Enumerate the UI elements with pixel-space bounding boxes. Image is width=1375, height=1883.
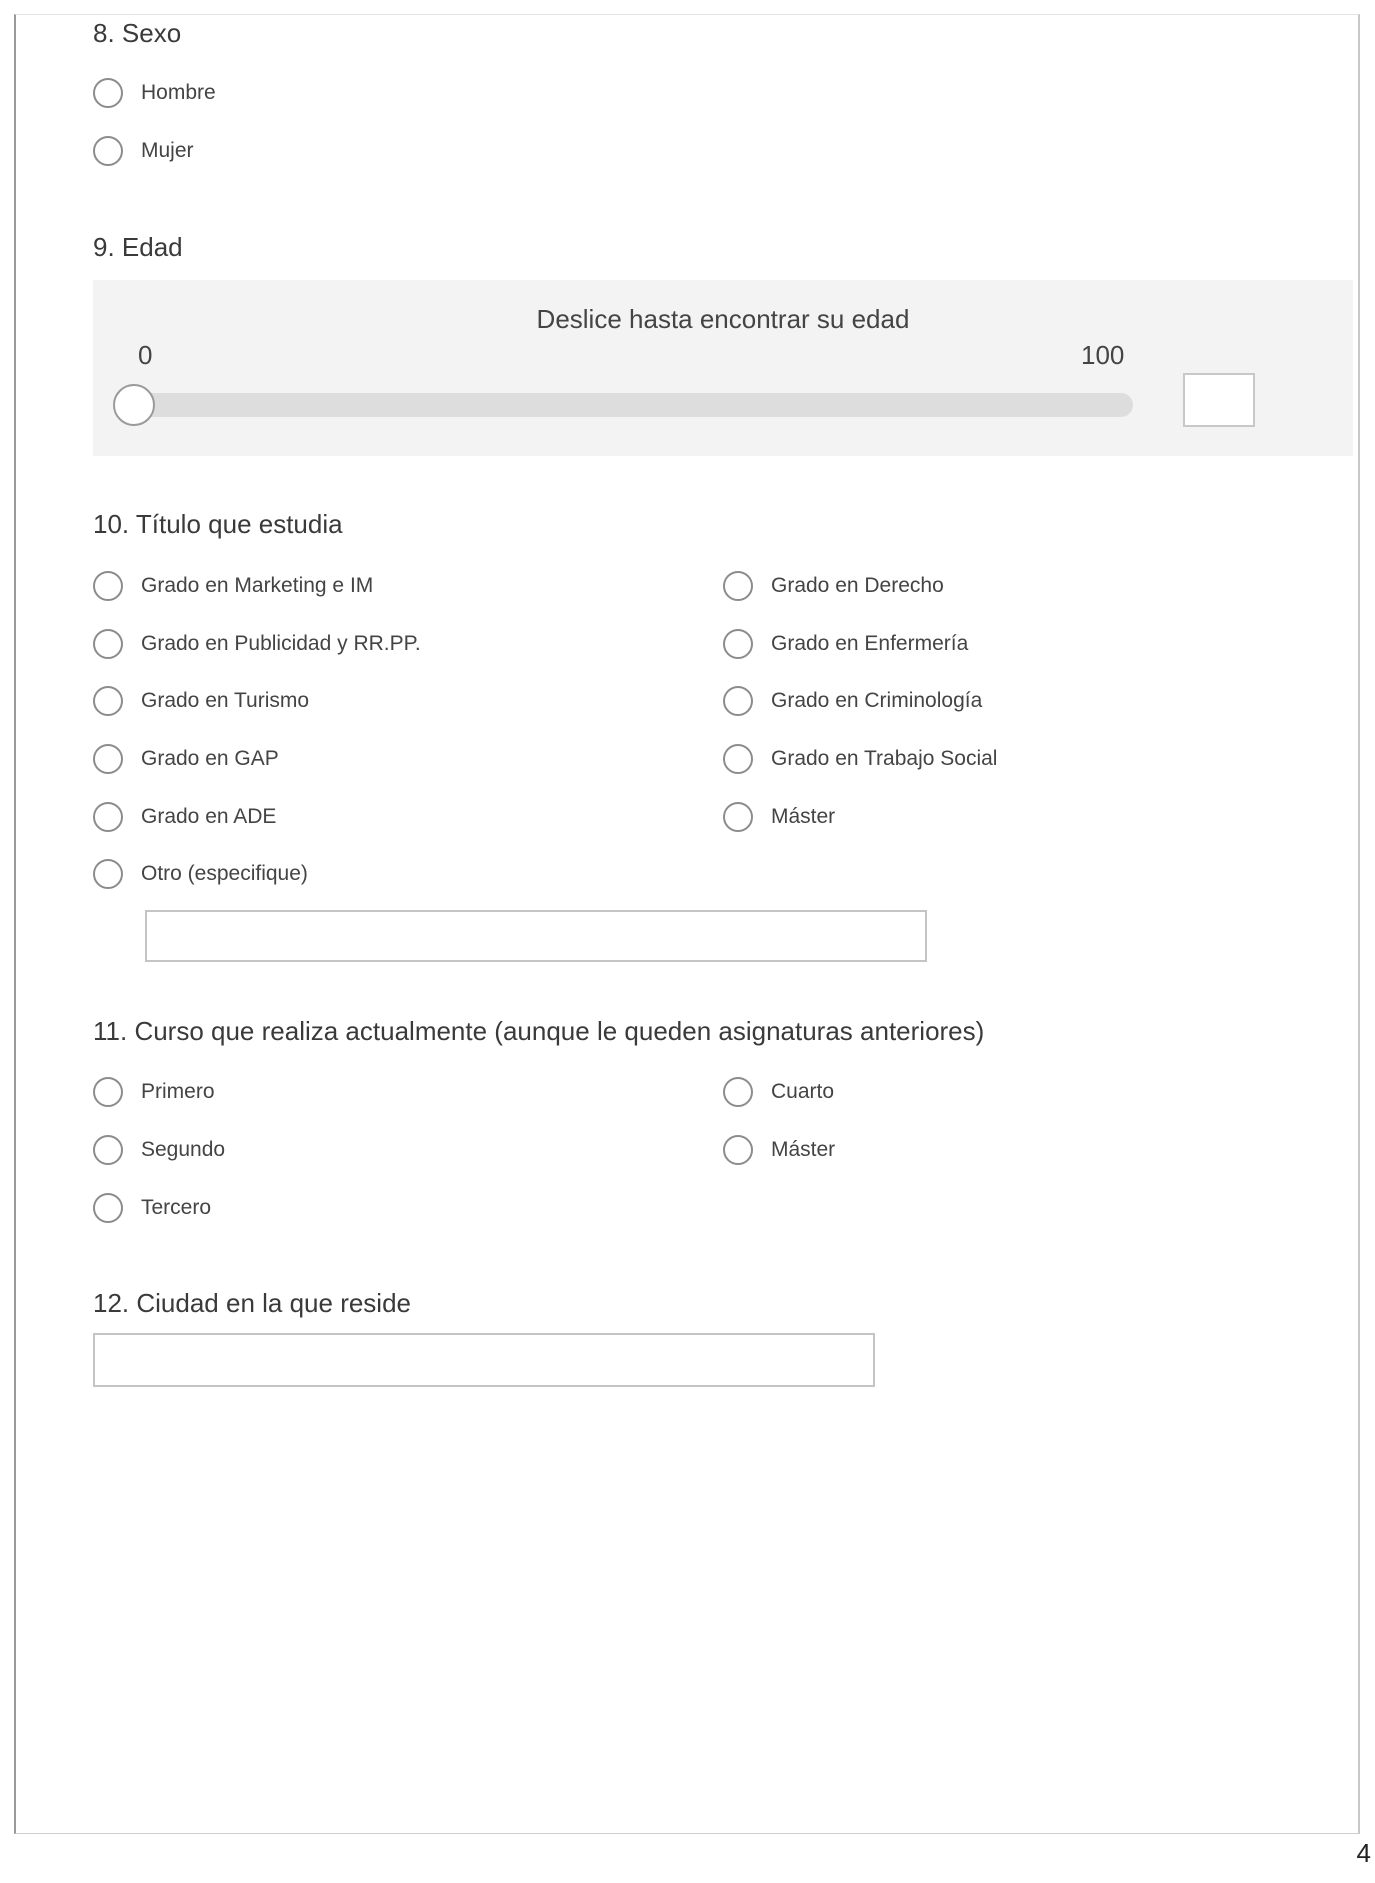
radio-button[interactable] <box>93 136 123 166</box>
page-number: 4 <box>1356 1838 1371 1868</box>
radio-option-enfermeria[interactable] <box>723 624 968 664</box>
radio-button[interactable] <box>723 802 753 832</box>
radio-option-turismo[interactable] <box>93 681 309 721</box>
option-label: Cuarto <box>771 1080 835 1103</box>
radio-button[interactable] <box>93 629 123 659</box>
city-input[interactable] <box>93 1333 875 1387</box>
slider-max-label: 100 <box>1081 340 1125 370</box>
option-label: Máster <box>771 1138 836 1161</box>
option-label: Grado en Turismo <box>141 689 310 712</box>
radio-option-criminologia[interactable] <box>723 681 982 721</box>
radio-button[interactable] <box>93 571 123 601</box>
radio-button[interactable] <box>93 686 123 716</box>
option-label: Grado en GAP <box>141 747 279 770</box>
radio-option-primero[interactable] <box>93 1072 215 1112</box>
option-label: Grado en Enfermería <box>771 632 969 655</box>
radio-option-marketing[interactable] <box>93 566 373 606</box>
option-label: Máster <box>771 805 836 828</box>
radio-button[interactable] <box>93 744 123 774</box>
radio-option-otro[interactable] <box>93 854 308 894</box>
option-label: Grado en Publicidad y RR.PP. <box>141 632 421 655</box>
slider-value-box[interactable] <box>1183 373 1255 427</box>
radio-option-trabajo-social[interactable] <box>723 739 997 779</box>
radio-button[interactable] <box>723 1135 753 1165</box>
option-label: Tercero <box>141 1196 212 1219</box>
option-label: Mujer <box>141 139 194 162</box>
question-9-title: 9. Edad <box>93 232 183 262</box>
slider-track[interactable] <box>133 393 1133 417</box>
option-label: Grado en ADE <box>141 805 277 828</box>
slider-min-label: 0 <box>138 340 153 370</box>
option-label: Grado en Marketing e IM <box>141 574 374 597</box>
option-label: Primero <box>141 1080 215 1103</box>
radio-button[interactable] <box>723 571 753 601</box>
radio-button[interactable] <box>93 1077 123 1107</box>
radio-button[interactable] <box>93 859 123 889</box>
option-label: Grado en Trabajo Social <box>771 747 998 770</box>
radio-option-mujer[interactable] <box>93 131 194 171</box>
slider-caption: Deslice hasta encontrar su edad <box>536 304 910 334</box>
option-label: Segundo <box>141 1138 226 1161</box>
option-label: Hombre <box>141 81 216 104</box>
radio-button[interactable] <box>93 1193 123 1223</box>
radio-button[interactable] <box>93 1135 123 1165</box>
radio-option-tercero[interactable] <box>93 1188 211 1228</box>
radio-option-master[interactable] <box>723 797 835 837</box>
radio-button[interactable] <box>723 629 753 659</box>
radio-button[interactable] <box>93 802 123 832</box>
question-8-title: 8. Sexo <box>93 18 182 48</box>
option-label: Grado en Derecho <box>771 574 944 597</box>
age-slider-panel <box>93 280 1353 456</box>
slider-handle[interactable] <box>113 384 155 426</box>
radio-button[interactable] <box>93 78 123 108</box>
radio-option-hombre[interactable] <box>93 73 216 113</box>
question-11-title: 11. Curso que realiza actualmente (aunque le queden asignaturas anteriores) <box>93 1016 985 1046</box>
question-10-title: 10. Título que estudia <box>93 509 343 539</box>
radio-option-cuarto[interactable] <box>723 1072 834 1112</box>
question-12-title: 12. Ciudad en la que reside <box>93 1288 412 1318</box>
option-label: Otro (especifique) <box>141 862 308 885</box>
radio-option-publicidad[interactable] <box>93 624 421 664</box>
radio-button[interactable] <box>723 744 753 774</box>
radio-button[interactable] <box>723 686 753 716</box>
radio-option-master-curso[interactable] <box>723 1130 835 1170</box>
radio-option-derecho[interactable] <box>723 566 944 606</box>
radio-option-gap[interactable] <box>93 739 279 779</box>
radio-option-ade[interactable] <box>93 797 276 837</box>
radio-option-segundo[interactable] <box>93 1130 225 1170</box>
option-label: Grado en Criminología <box>771 689 983 712</box>
other-specify-input[interactable] <box>145 910 927 962</box>
radio-button[interactable] <box>723 1077 753 1107</box>
